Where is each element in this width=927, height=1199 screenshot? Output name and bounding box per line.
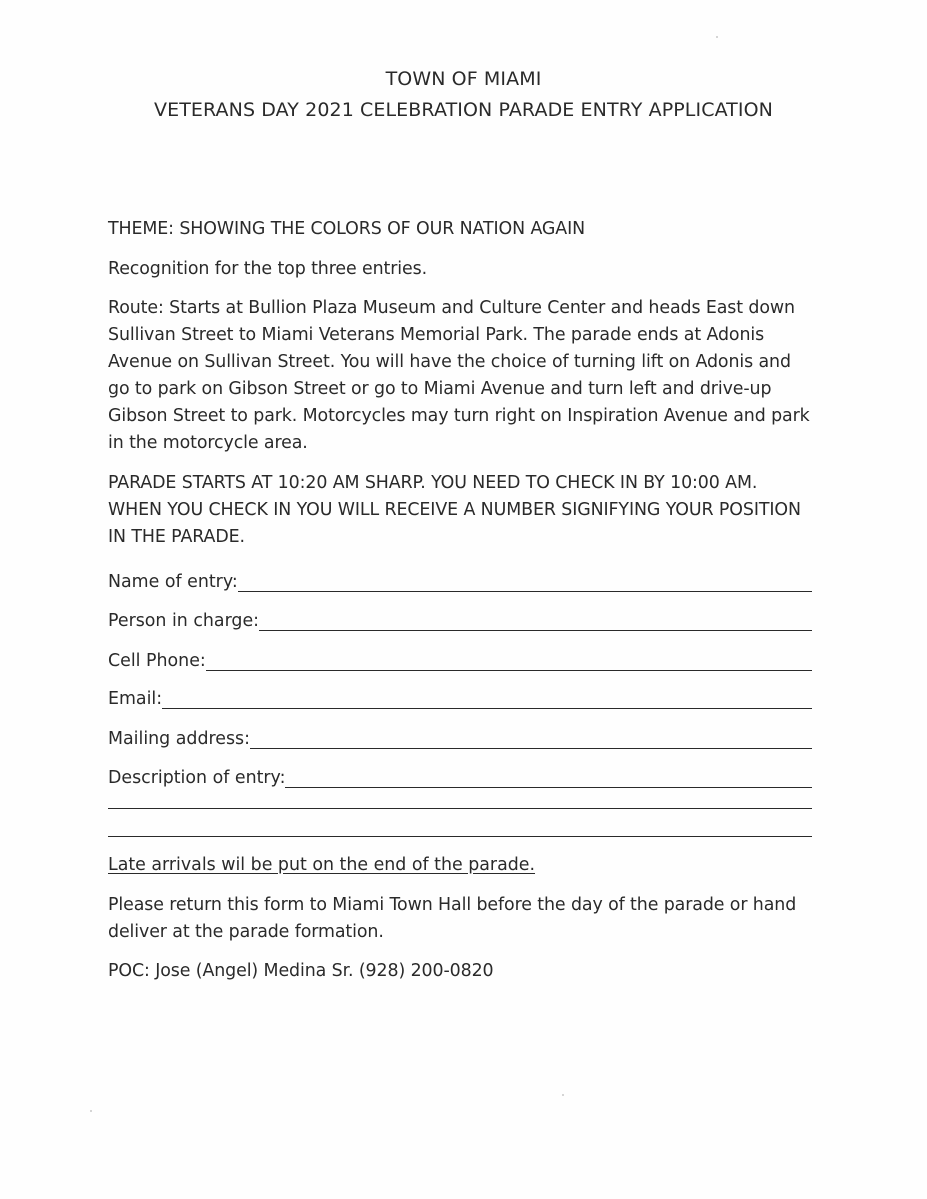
late-arrivals-notice: Late arrivals wil be put on the end of the parade. xyxy=(108,855,536,875)
description-blank-line[interactable] xyxy=(108,836,812,837)
mailing-address-label: Mailing address: xyxy=(108,729,250,749)
return-instructions xyxy=(108,892,828,946)
email-blank[interactable] xyxy=(162,688,812,709)
route-line: Gibson Street to park. Motorcycles may turn right on Inspiration Avenue and park xyxy=(108,406,810,426)
cell-phone-field[interactable] xyxy=(108,642,812,672)
email-field[interactable] xyxy=(108,680,812,710)
description-blank-line[interactable] xyxy=(108,808,812,809)
description-label: Description of entry: xyxy=(108,768,286,788)
return-line: Please return this form to Miami Town Hall before the day of the parade or hand xyxy=(108,895,797,915)
poc-contact: POC: Jose (Angel) Medina Sr. (928) 200-0820 xyxy=(108,961,494,981)
name-of-entry-blank[interactable] xyxy=(238,571,812,592)
cell-phone-label: Cell Phone: xyxy=(108,651,206,671)
return-line: deliver at the parade formation. xyxy=(108,922,384,942)
description-field[interactable] xyxy=(108,759,812,789)
route-paragraph xyxy=(108,295,828,457)
person-in-charge-label: Person in charge: xyxy=(108,611,260,631)
route-line: Avenue on Sullivan Street. You will have the choice of turning lift on Adonis and xyxy=(108,352,791,372)
route-line: Sullivan Street to Miami Veterans Memorial Park. The parade ends at Adonis xyxy=(108,325,765,345)
recognition-text: Recognition for the top three entries. xyxy=(108,259,428,279)
parade-line: PARADE STARTS AT 10:20 AM SHARP. YOU NEED TO CHECK IN BY 10:00 AM. xyxy=(108,473,758,493)
mailing-address-blank[interactable] xyxy=(250,728,812,749)
mailing-address-field[interactable] xyxy=(108,720,812,750)
name-of-entry-label: Name of entry: xyxy=(108,572,238,592)
parade-line: WHEN YOU CHECK IN YOU WILL RECEIVE A NUMBER SIGNIFYING YOUR POSITION xyxy=(108,500,801,520)
title-line-town: TOWN OF MIAMI xyxy=(385,68,542,90)
scan-speck xyxy=(90,1110,92,1112)
parade-start-paragraph xyxy=(108,470,828,551)
email-label: Email: xyxy=(108,689,163,709)
title-line-application: VETERANS DAY 2021 CELEBRATION PARADE ENTRY APPLICATION xyxy=(154,99,773,121)
scan-speck xyxy=(562,1094,564,1096)
person-in-charge-field[interactable] xyxy=(108,602,812,632)
route-line: Route: Starts at Bullion Plaza Museum and Culture Center and heads East down xyxy=(108,298,795,318)
route-line: in the motorcycle area. xyxy=(108,433,308,453)
parade-line: IN THE PARADE. xyxy=(108,527,245,547)
cell-phone-blank[interactable] xyxy=(206,650,812,671)
scan-speck xyxy=(716,36,718,38)
name-of-entry-field[interactable] xyxy=(108,563,812,593)
route-line: go to park on Gibson Street or go to Miami Avenue and turn left and drive-up xyxy=(108,379,772,399)
description-blank[interactable] xyxy=(285,767,812,788)
theme-text: THEME: SHOWING THE COLORS OF OUR NATION AGAIN xyxy=(108,219,586,239)
document-title xyxy=(0,64,927,126)
person-in-charge-blank[interactable] xyxy=(259,610,812,631)
